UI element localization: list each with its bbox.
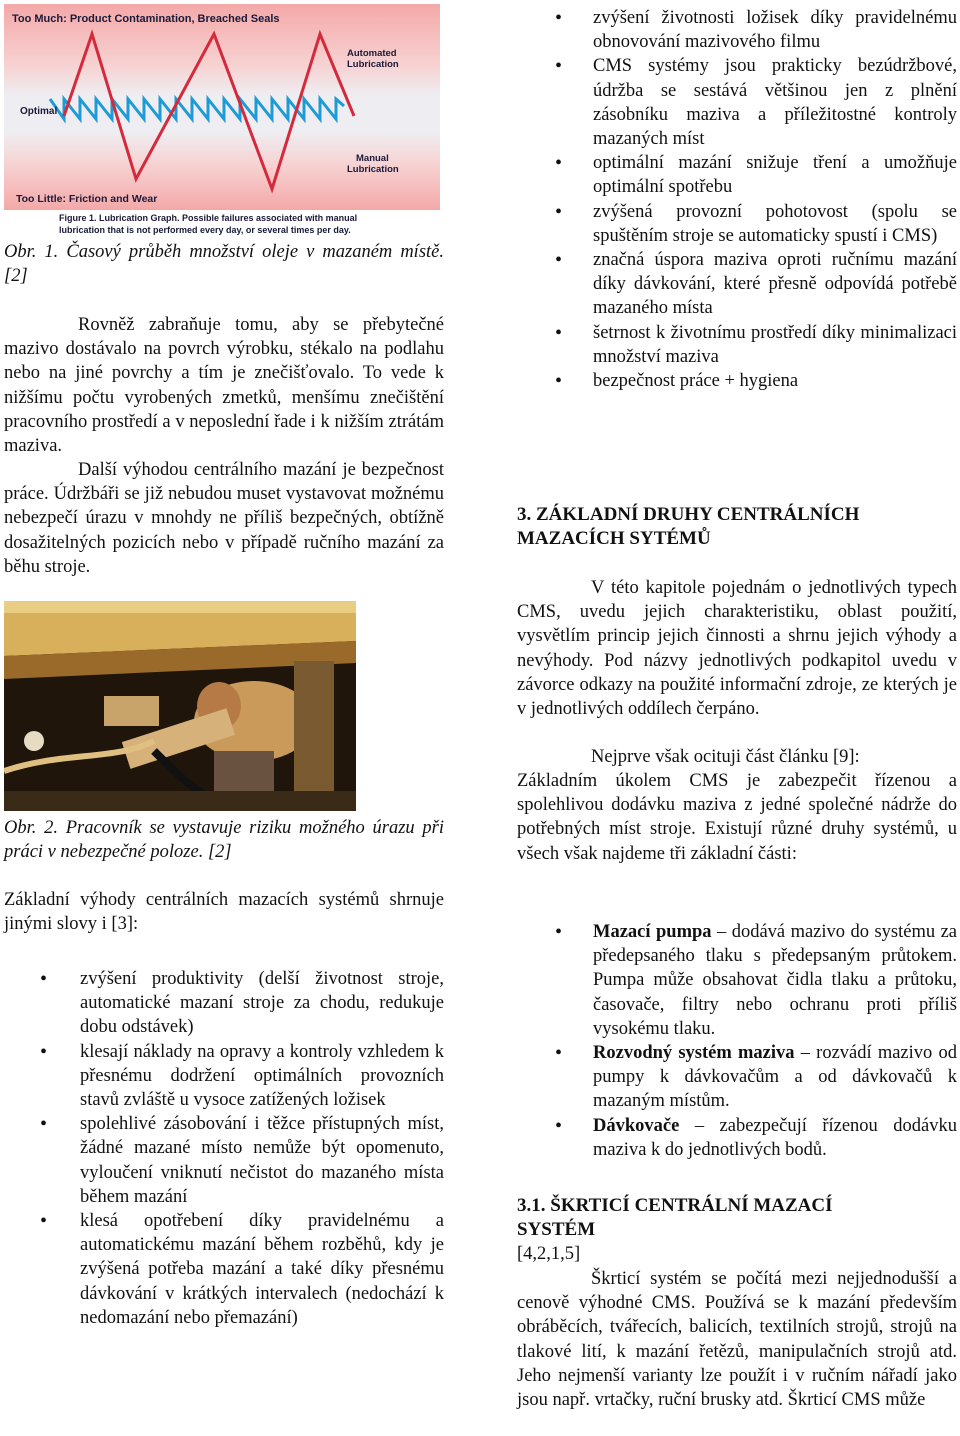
list-item: • šetrnost k životnímu prostředí díky minimalizaci množství maziva (517, 321, 957, 369)
paragraph-contamination: Rovněž zabraňuje tomu, aby se přebytečné mazivo dostávalo na povrch výrobku, stékalo na podlahu nebo na jiné povrchy a tím je znečišťovalo. To vede k nižšímu počtu vyrobených zmetků, menšímu znečištění pracovního prostředí a v neposlední řade i k nižším ztrátám maziva. (4, 315, 444, 457)
paragraph-chapter-intro: V této kapitole pojednám o jednotlivých typech CMS, uvedu jejich charakteristiku, oblast použití, vysvětlím princip jejich činnosti a shrnu jejich výhody a nevýhody. Pod názvy jednotlivých podkapitol uvedu v závorce odkazy na použité informační zdroje, ze kterých je v jednotlivých oddílech čerpáno. (517, 578, 957, 720)
optimal-label: Optimal (20, 106, 58, 117)
section-3-heading-line1: 3. ZÁKLADNÍ DRUHY CENTRÁLNÍCH (517, 504, 860, 525)
lubrication-graph (4, 4, 440, 236)
list-item: • bezpečnost práce + hygiena (517, 369, 957, 393)
worker-under-machine-photo (4, 601, 356, 811)
list-item: • CMS systémy jsou prakticky bezúdržbové, údržba se sestává většinou jen z plnění zásobníku maziva a příležitostné kontroly mazaných míst (517, 54, 957, 151)
too-little-label: Too Little: Friction and Wear (16, 193, 158, 205)
part-term: Rozvodný systém maziva (593, 1043, 795, 1064)
list-item: • optimální mazání snižuje tření a umožňuje optimální spotřebu (517, 151, 957, 199)
section-3-1-heading-line2: SYSTÉM (517, 1219, 596, 1240)
manual-label-1: Manual (356, 153, 389, 164)
list-item (517, 1114, 957, 1162)
paragraph-throttle-system: Škrticí systém se počítá mezi nejjednodušší a cenově výhodné CMS. Používá se k mazání především obráběcích, tvářecích, balicích, textilních strojů, strojů na tlakové lití, k mazání řetězů, manipulačních strojů atd. Jeho nejmenší varianty lze použít i v ručním nářadí jako jsou např. vrtačky, ruční brusky atd. Škrticí CMS může (517, 1269, 957, 1411)
list-item (517, 1041, 957, 1114)
list-item: • klesají náklady na opravy a kontroly vzhledem k přesnému dodržení optimálních provozních stavů zvláště u vysoce zatížených ložisek (4, 1040, 444, 1113)
section-3-1-heading-line1: 3.1. ŠKRTICÍ CENTRÁLNÍ MAZACÍ (517, 1195, 833, 1216)
section-3-heading (517, 503, 957, 551)
part-term: Dávkovače (593, 1115, 680, 1136)
list-item: • zvýšení produktivity (delší životnost stroje, automatické mazaní stroje za chodu, redukuje dobu odstávek) (4, 967, 444, 1040)
list-item: • klesá opotřebení díky pravidelnému a automatickému mazání během rozběhů, kdy je zvýšená potřeba mazání a také díky přesnému dávkování v krátkých intervalech (nedochází k nedomazání nebo přemazání) (4, 1209, 444, 1330)
cms-parts-list (517, 920, 957, 1162)
automated-label-2: Lubrication (347, 59, 399, 70)
paragraph-quote-intro: Nejprve však ocituji část článku [9]: (591, 747, 860, 767)
figure2-caption: Obr. 2. Pracovník se vystavuje riziku možného úrazu při práci v nebezpečné poloze. [2] (4, 818, 444, 863)
list-item: • zvýšení životnosti ložisek díky pravidelnému obnovování mazivového filmu (517, 6, 957, 54)
lubrication-graph-figure (4, 4, 440, 236)
automated-label-1: Automated (347, 48, 397, 59)
section-3-heading-line2: MAZACÍCH SYTÉMŮ (517, 528, 711, 549)
part-description: – dodává mazivo do systému za předepsaného tlaku s předepsaným průtokem. Pumpa může obsahovat čidla tlaku a průtoku, časovače, filtry nebo ochranu proti příliš vysokému tlaku. (593, 922, 957, 1039)
advantages-intro: Základní výhody centrálních mazacích systémů shrnuje jinými slovy i [3]: (4, 890, 444, 935)
paragraph-cms-task: Základním úkolem CMS je zabezpečit řízenou a spolehlivou dodávku maziva z jedné společné nádrže do potřebných míst stroje. Existují různé druhy systémů, u všech však najdeme tři základní části: (517, 771, 957, 864)
list-item (517, 920, 957, 1041)
section-3-1-references: [4,2,1,5] (517, 1244, 581, 1264)
list-item: • zvýšená provozní pohotovost (spolu se spuštěním stroje se automaticky spustí i CMS) (517, 200, 957, 248)
paragraph-safety: Další výhodou centrálního mazání je bezpečnost práce. Údržbáři se již nebudou muset vystavovat možnému nebezpečí úrazu v mnohdy ne příliš bezpečných, obtížně dosažitelných pozicích nebo v případě ručního mazání za běhu stroje. (4, 460, 444, 577)
part-description: – zabezpečují řízenou dodávku maziva k do jednotlivých bodů. (593, 1115, 957, 1160)
too-much-label: Too Much: Product Contamination, Breached Seals (12, 13, 280, 25)
section-3-1-heading (517, 1194, 957, 1266)
figure1-english-caption-1: Figure 1. Lubrication Graph. Possible failures associated with manual (59, 213, 358, 223)
advantages-list-right (517, 6, 957, 393)
advantages-list-left (4, 967, 444, 1330)
part-description: – rozvádí mazivo od pumpy k dávkovačům a od dávkovačů k mazaným místům. (593, 1043, 957, 1112)
figure1-english-caption-2: lubrication that is not performed every day, or several times per day. (59, 225, 351, 235)
manual-label-2: Lubrication (347, 164, 399, 175)
list-item: • značná úspora maziva oproti ručnímu mazání díky dávkování, které přesně odpovídá potřebě mazaného místa (517, 248, 957, 321)
list-item: • spolehlivé zásobování i těžce přístupných míst, žádné mazané místo nemůže být opomenuto, vyloučení vniknutí nečistot do mazaného místa během mazání (4, 1112, 444, 1209)
figure1-caption: Obr. 1. Časový průběh množství oleje v mazaném místě. [2] (4, 242, 444, 287)
part-term: Mazací pumpa (593, 922, 712, 942)
